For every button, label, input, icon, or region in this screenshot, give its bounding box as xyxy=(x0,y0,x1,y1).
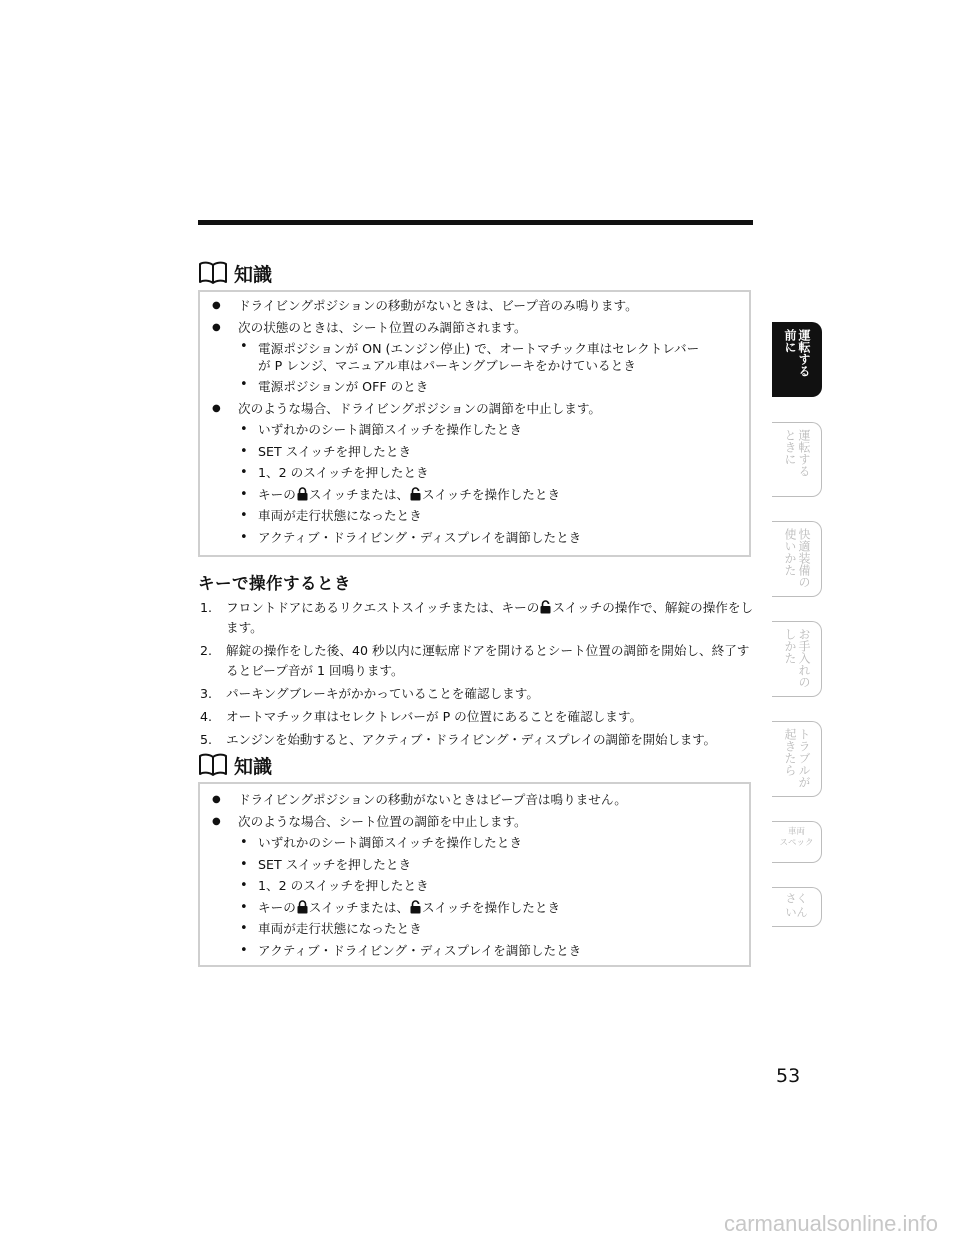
tab-troubleshooting[interactable] xyxy=(772,721,822,797)
tab-label: いん xyxy=(785,906,808,919)
list-item: • 電源ポジションが ON (エンジン停止) で、オートマチック車はセレクトレバー xyxy=(200,338,749,357)
list-item: • 車両が走行状態になったとき xyxy=(200,918,749,940)
list-item: ● ドライビングポジションの移動がないときはビープ音は鳴りません。 xyxy=(200,789,749,811)
step-number: 5. xyxy=(200,732,213,747)
text-segment: スイッチを操作したとき xyxy=(422,486,561,502)
list-item: が P レンジ、マニュアル車はパーキングブレーキをかけているとき xyxy=(258,358,636,373)
note-box xyxy=(198,290,751,557)
step-item xyxy=(198,641,758,681)
tab-label: ときに xyxy=(783,429,797,465)
section-title: キーで操作するとき xyxy=(198,574,351,593)
tab-before-driving[interactable] xyxy=(772,322,822,397)
list-item: ● 次のような場合、ドライビングポジションの調節を中止します。 xyxy=(200,398,749,420)
text-segment: スイッチまたは、 xyxy=(308,899,410,915)
tab-label: 車両 xyxy=(787,827,805,837)
text-segment: キーの xyxy=(258,899,296,915)
tab-label: 前に xyxy=(783,329,797,353)
note-title: 知識 xyxy=(234,755,273,778)
note-heading xyxy=(198,750,272,780)
list-item: • アクティブ・ドライビング・ディスプレイを調節したとき xyxy=(200,527,749,549)
open-padlock-icon xyxy=(410,900,421,914)
padlock-icon xyxy=(297,487,308,501)
step-number: 2. xyxy=(200,643,213,658)
note-heading xyxy=(198,258,272,288)
book-icon xyxy=(198,753,228,777)
note-title: 知識 xyxy=(234,263,273,286)
step-text: 解錠の操作をした後、40 秒以内に運転席ドアを開けるとシート位置の調節を開始し、終了するとビープ音が 1 回鳴ります。 xyxy=(226,643,750,678)
tab-index[interactable] xyxy=(772,887,822,927)
tab-label: トラブルが xyxy=(797,728,811,788)
open-padlock-icon xyxy=(540,600,551,614)
text-segment: スイッチの操作で、解錠の操作をします。 xyxy=(226,600,754,635)
list-item: • 電源ポジションが OFF のとき xyxy=(200,374,749,398)
watermark: carmanualsonline.info xyxy=(723,1211,938,1236)
open-padlock-icon xyxy=(410,487,421,501)
tab-label: 起きたら xyxy=(783,728,797,776)
step-text: エンジンを始動すると、アクティブ・ドライビング・ディスプレイの調節を開始します。 xyxy=(226,732,716,747)
tab-label: 運転する xyxy=(797,329,811,377)
tab-specifications[interactable] xyxy=(772,821,822,863)
list-item: • いずれかのシート調節スイッチを操作したとき xyxy=(200,832,749,854)
tab-maintenance[interactable] xyxy=(772,621,822,697)
list-item: ● ドライビングポジションの移動がないときは、ビープ音のみ鳴ります。 xyxy=(200,295,749,317)
text-segment: スイッチまたは、 xyxy=(308,486,410,502)
list-item: • アクティブ・ドライビング・ディスプレイを調節したとき xyxy=(200,940,749,962)
step-item xyxy=(198,730,758,750)
list-item: • 1、2 のスイッチを押したとき xyxy=(200,875,749,897)
list-item: • 1、2 のスイッチを押したとき xyxy=(200,462,749,484)
list-item: • いずれかのシート調節スイッチを操作したとき xyxy=(200,419,749,441)
step-item xyxy=(198,598,758,638)
tab-label: 運転する xyxy=(797,429,811,477)
tab-label: お手入れの xyxy=(797,628,811,688)
tab-label: しかた xyxy=(783,628,797,664)
step-number: 4. xyxy=(200,709,213,724)
steps-list xyxy=(198,598,758,753)
book-icon xyxy=(198,261,228,285)
list-item xyxy=(200,897,749,919)
padlock-icon xyxy=(297,900,308,914)
step-text: オートマチック車はセレクトレバーが P の位置にあることを確認します。 xyxy=(226,709,643,724)
text-segment: フロントドアにあるリクエストスイッチまたは、キーの xyxy=(226,600,540,615)
list-item: • SET スイッチを押したとき xyxy=(200,441,749,463)
top-rule xyxy=(198,220,753,225)
tab-label: スペック xyxy=(779,838,814,848)
tab-label: 快適装備の xyxy=(797,528,811,588)
text-segment: スイッチを操作したとき xyxy=(422,899,561,915)
step-text: パーキングブレーキがかかっていることを確認します。 xyxy=(226,686,539,701)
list-item: ● 次の状態のときは、シート位置のみ調節されます。 xyxy=(200,317,749,339)
step-number: 3. xyxy=(200,686,213,701)
step-item xyxy=(198,684,758,704)
step-number: 1. xyxy=(200,600,213,615)
page-number: 53 xyxy=(776,1065,801,1087)
list-item: • SET スイッチを押したとき xyxy=(200,854,749,876)
note-box xyxy=(198,782,751,967)
tab-comfort-features[interactable] xyxy=(772,521,822,597)
tab-label: さく xyxy=(785,892,808,905)
tab-while-driving[interactable] xyxy=(772,422,822,497)
step-item xyxy=(198,707,758,727)
list-item xyxy=(200,484,749,506)
list-item: • 車両が走行状態になったとき xyxy=(200,505,749,527)
text-segment: キーの xyxy=(258,486,296,502)
list-item: ● 次のような場合、シート位置の調節を中止します。 xyxy=(200,811,749,833)
tab-label: 使いかた xyxy=(783,528,797,576)
